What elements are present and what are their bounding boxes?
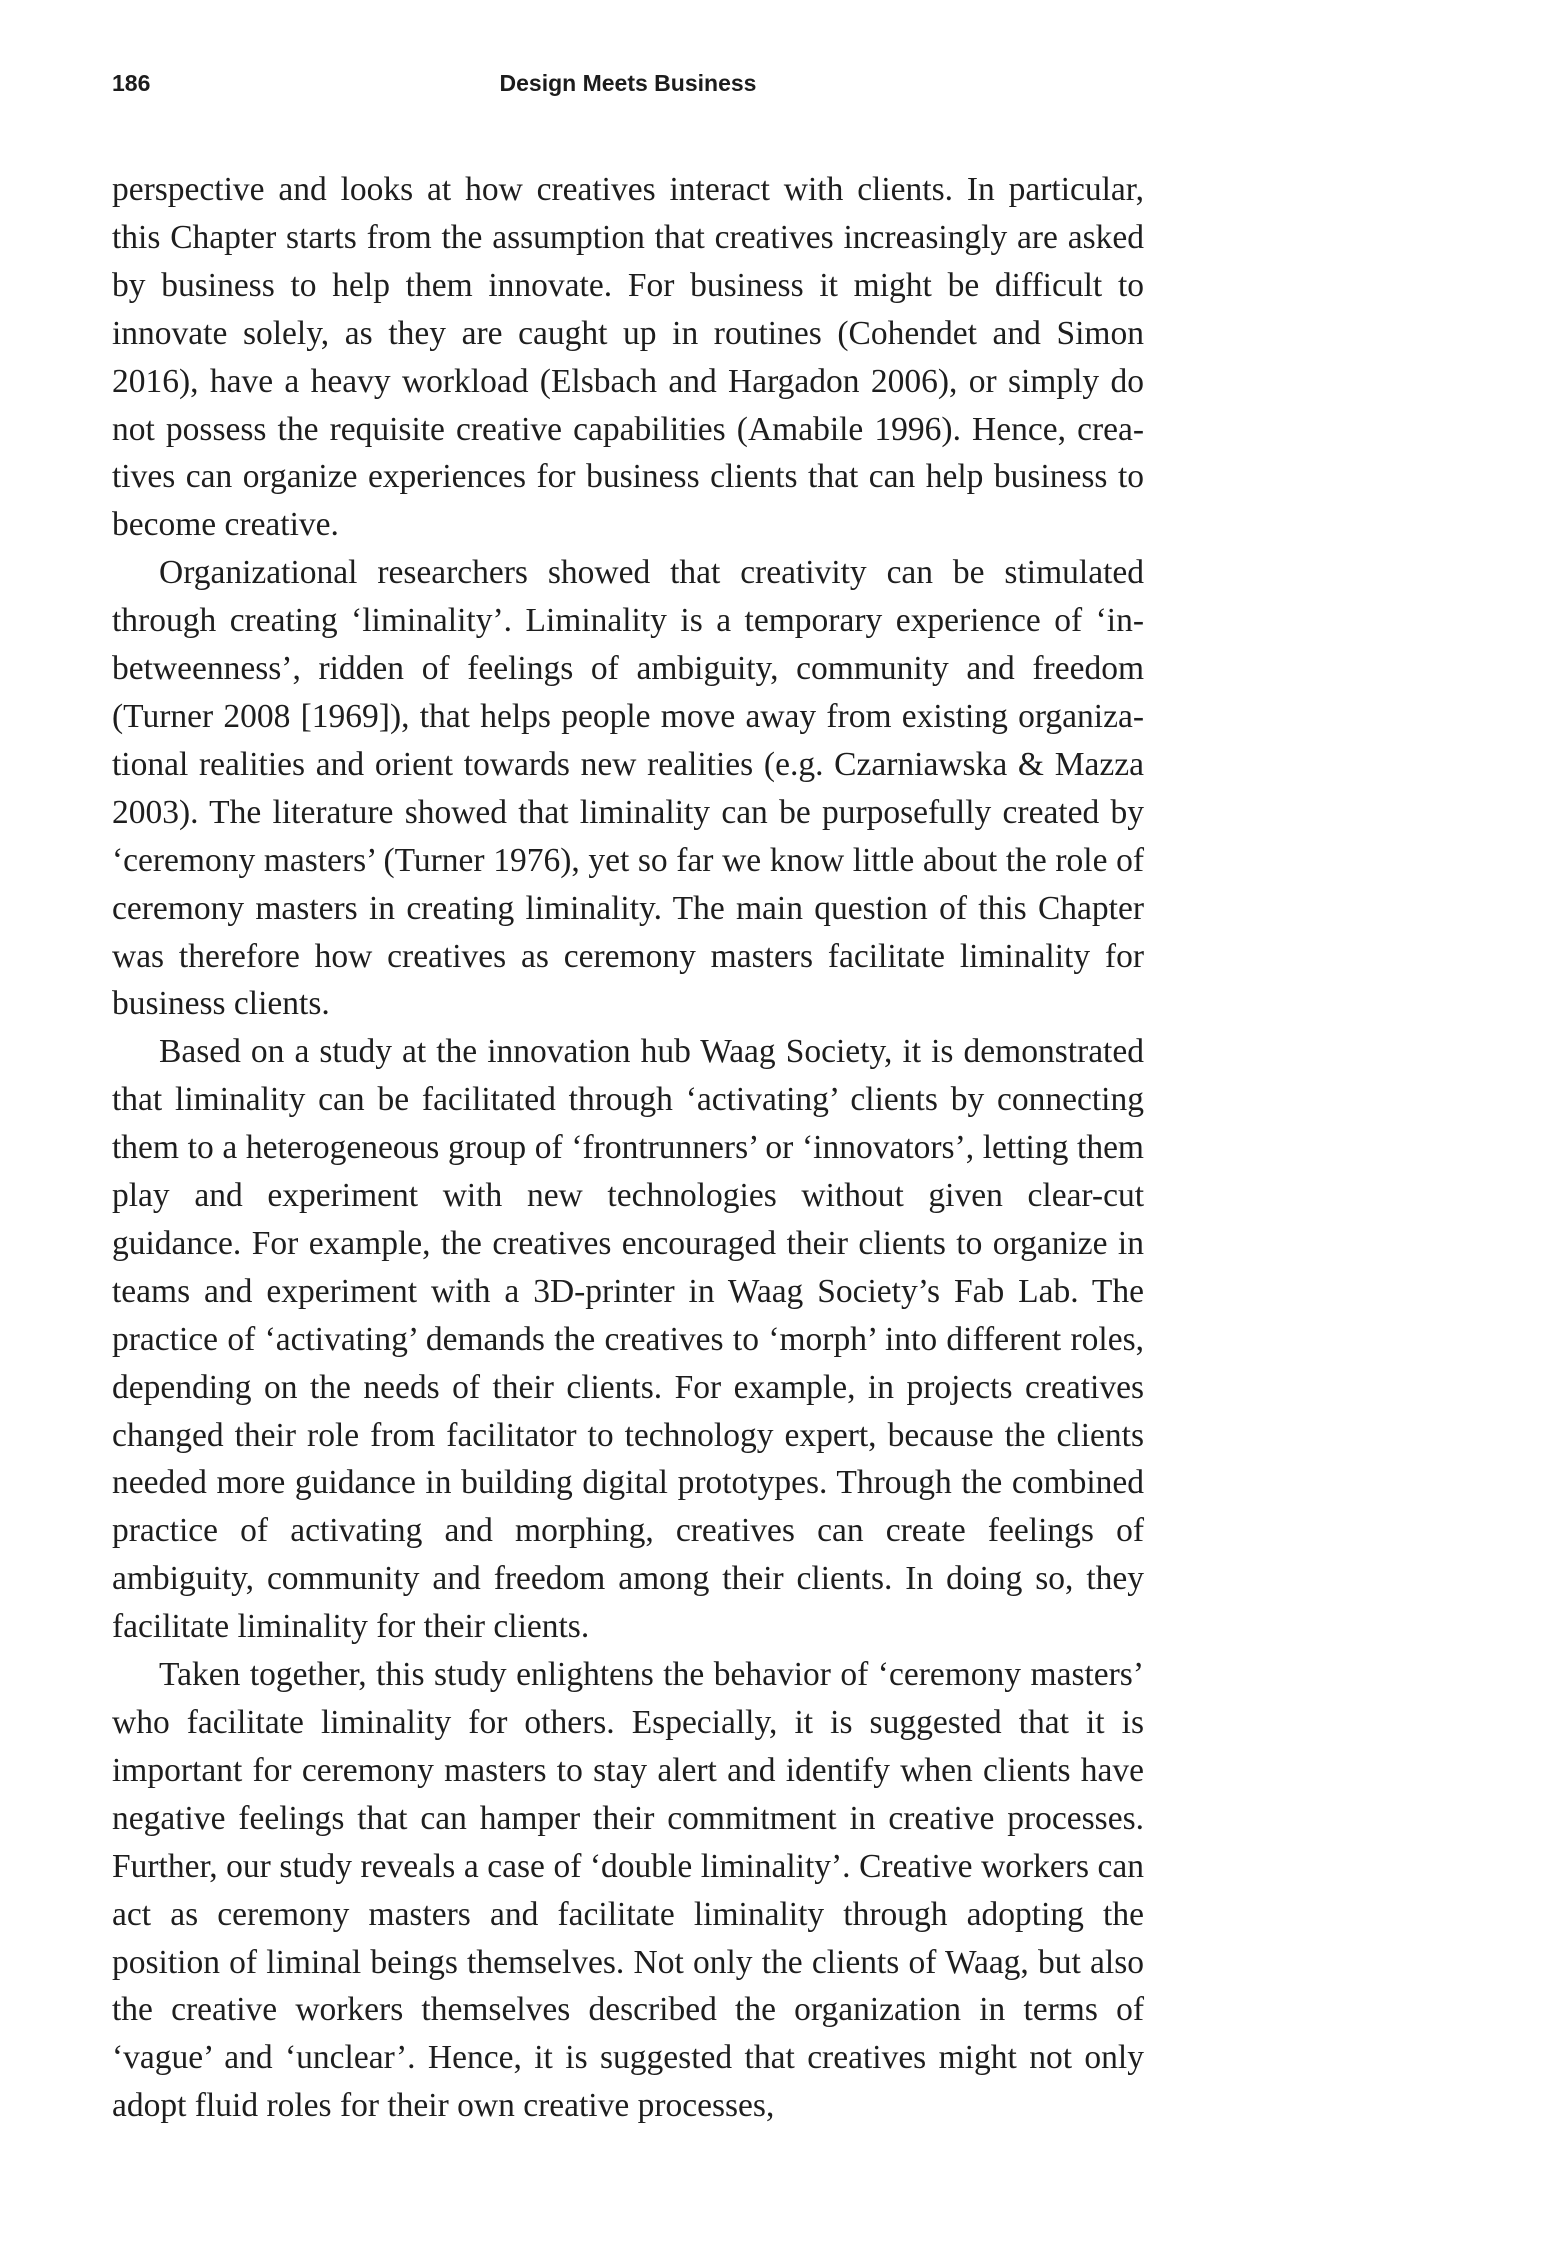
paragraph-1: perspective and looks at how creatives interact with clients. In particular, this Chapter starts from the assumption that creatives increasingly are asked by business to help them innovate. For business it might be difficult to innovate solely, as they are caught up in routines (Cohendet and Simon 2016), have a heavy workload (Elsbach and Hargadon 2006), or simply do not possess the requisite creative capabilities (Amabile 1996). Hence, creatives can organize experiences for business clients that can help business to become creative. xyxy=(112,171,1144,544)
paragraph-4: Taken together, this study enlightens the behavior of ‘ceremony masters’ who facilitate liminality for others. Especially, it is suggested that it is important for ceremony masters to stay alert and identify when clients have negative feelings that can hamper their commitment in creative processes. Further, our study reveals a case of ‘double liminality’. Creative workers can act as ceremony masters and facilitate liminality through adopting the position of liminal beings themselves. Not only the clients of Waag, but also the creative workers themselves described the organization in terms of ‘vague’ and ‘unclear’. Hence, it is suggested that creatives might not only adopt fluid roles for their own creative processes, xyxy=(112,1656,1144,2125)
paragraph-3: Based on a study at the innovation hub Waag Society, it is demonstrated that liminality can be facilitated through ‘activating’ clients by connecting them to a heterogeneous group of ‘frontrunners’ or ‘innovators’, letting them play and experiment with new technologies without given clear-cut guidance. For example, the creatives encouraged their clients to organize in teams and experiment with a 3D-printer in Waag Society’s Fab Lab. The practice of ‘activating’ demands the creatives to ‘morph’ into different roles, depending on the needs of their clients. For example, in projects creatives changed their role from facilitator to technology expert, because the clients needed more guidance in building digital prototypes. Through the combined practice of activating and morphing, creatives can create feelings of ambiguity, community and freedom among their clients. In doing so, they facilitate liminality for their clients. xyxy=(112,1033,1144,1646)
page-number: 186 xyxy=(112,70,151,96)
body-text xyxy=(112,166,1144,2130)
paragraph-2: Organizational researchers showed that creativity can be stimulated through creating ‘liminality’. Liminality is a temporary experience of ‘in-betweenness’, ridden of feelings of ambiguity, community and freedom (Turner 2008 [1969]), that helps people move away from existing organizational realities and orient towards new realities (e.g. Czarniawska & Mazza 2003). The literature showed that liminality can be purposefully created by ‘ceremony masters’ (Turner 1976), yet so far we know little about the role of ceremony masters in creating liminality. The main question of this Chapter was therefore how creatives as ceremony masters facilitate liminality for business clients. xyxy=(112,554,1144,1023)
running-title: Design Meets Business xyxy=(499,70,757,96)
running-head xyxy=(112,70,1144,100)
